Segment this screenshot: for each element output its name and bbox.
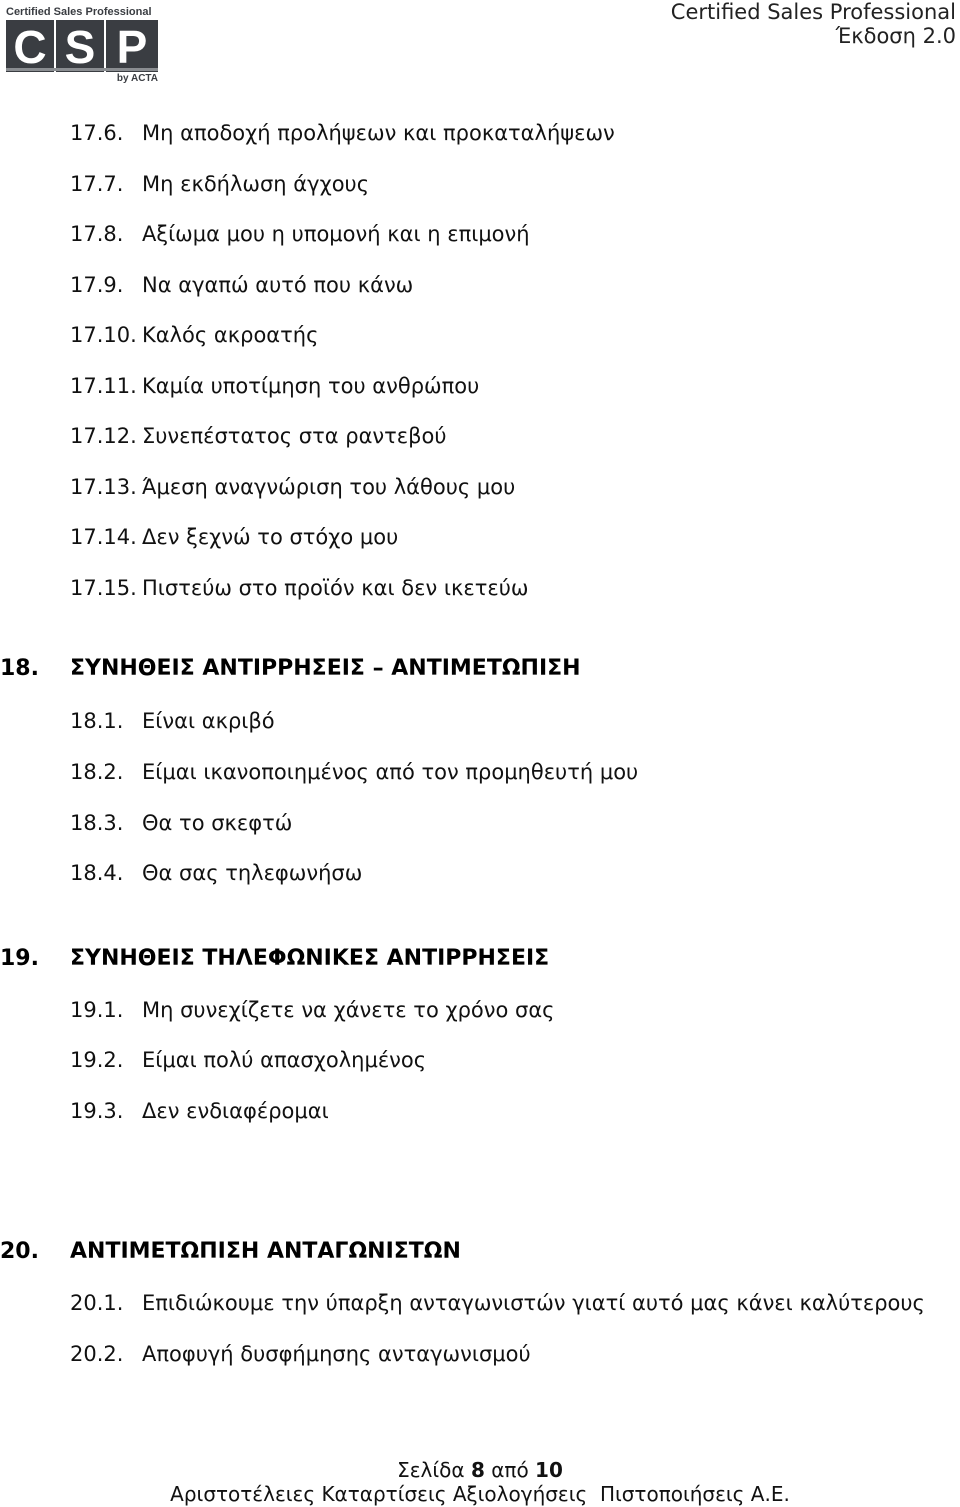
toc-item-number: 18.4. (70, 861, 124, 885)
toc-item-text: Θα το σκεφτώ (142, 811, 293, 835)
csp-logo (6, 4, 162, 84)
toc-item-text: Μη συνεχίζετε να χάνετε το χρόνο σας (142, 998, 555, 1022)
logo-tagline: Certified Sales Professional (6, 6, 152, 18)
toc-item-number: 18.1. (70, 709, 124, 733)
toc-item-text: Συνεπέστατος στα ραντεβού (142, 424, 447, 448)
toc-item-number: 17.13. (70, 475, 137, 499)
toc-item-text: Αποφυγή δυσφήμησης ανταγωνισμού (142, 1342, 531, 1366)
toc-item-number: 18.3. (70, 811, 124, 835)
toc-item-text: Είναι ακριβό (142, 709, 275, 733)
section-title: ΣΥΝΗΘΕΙΣ ΑΝΤΙΡΡΗΣΕΙΣ – ΑΝΤΙΜΕΤΩΠΙΣΗ (70, 656, 581, 681)
toc-item-number: 20.2. (70, 1342, 124, 1366)
logo-letter-p: P (116, 21, 148, 73)
toc-item-number: 17.14. (70, 525, 137, 549)
page-number-prefix: Σελίδα (397, 1458, 465, 1482)
logo-letter-s: S (64, 21, 96, 73)
toc-item-number: 19.1. (70, 998, 124, 1022)
page-number (0, 1458, 960, 1482)
section-title: ΣΥΝΗΘΕΙΣ ΤΗΛΕΦΩΝΙΚΕΣ ΑΝΤΙΡΡΗΣΕΙΣ (70, 946, 550, 971)
toc-item-text: Να αγαπώ αυτό που κάνω (142, 273, 414, 297)
page-number-middle: από (491, 1458, 529, 1482)
logo-letter-c: C (13, 21, 47, 73)
toc-item-number: 17.12. (70, 424, 137, 448)
toc-item-number: 17.7. (70, 172, 124, 196)
document-header (671, 0, 956, 48)
toc-item-text: Καμία υποτίμηση του ανθρώπου (142, 374, 480, 398)
page-number-current: 8 (470, 1458, 485, 1482)
logo-byline: by ACTA (116, 73, 158, 84)
toc-item-number: 20.1. (70, 1291, 124, 1315)
header-title: Certified Sales Professional (670, 0, 956, 24)
toc-item-number: 17.15. (70, 576, 137, 600)
section-title: ΑΝΤΙΜΕΤΩΠΙΣΗ ΑΝΤΑΓΩΝΙΣΤΩΝ (70, 1239, 461, 1264)
toc-item-text: Πιστεύω στο προϊόν και δεν ικετεύω (142, 576, 529, 600)
toc-item-text: Δεν ενδιαφέρομαι (142, 1099, 329, 1123)
toc-item-text: Είμαι πολύ απασχολημένος (142, 1048, 427, 1072)
toc-item-number: 19.2. (70, 1048, 124, 1072)
section-number: 18. (0, 656, 39, 681)
toc-item-text: Αξίωμα μου η υπομονή και η επιμονή (142, 222, 530, 246)
toc-item-number: 17.10. (70, 323, 137, 347)
toc-item-number: 19.3. (70, 1099, 124, 1123)
toc-item-number: 17.9. (70, 273, 124, 297)
section-number: 19. (0, 946, 39, 971)
section-number: 20. (0, 1239, 39, 1264)
toc-item-text: Μη αποδοχή προλήψεων και προκαταλήψεων (142, 121, 615, 145)
toc-item-text: Θα σας τηλεφωνήσω (142, 861, 363, 885)
toc-item-number: 17.11. (70, 374, 137, 398)
toc-item-text: Καλός ακροατής (142, 323, 319, 347)
toc-item-text: Δεν ξεχνώ το στόχο μου (142, 525, 399, 549)
footer-company: Αριστοτέλειες Καταρτίσεις Αξιολογήσεις Πιστοποιήσεις Α.Ε. (170, 1482, 790, 1506)
toc-item-text: Είμαι ικανοποιημένος από τον προμηθευτή μου (142, 760, 639, 784)
toc-item-number: 18.2. (70, 760, 124, 784)
toc-item-text: Μη εκδήλωση άγχους (142, 172, 370, 196)
header-edition: Έκδοση 2.0 (835, 24, 956, 48)
toc-item-number: 17.6. (70, 121, 124, 145)
toc-item-number: 17.8. (70, 222, 124, 246)
page-number-total: 10 (535, 1458, 563, 1482)
toc-item-text: Άμεση αναγνώριση του λάθους μου (142, 475, 516, 499)
toc-item-text: Επιδιώκουμε την ύπαρξη ανταγωνιστών γιατί αυτό μας κάνει καλύτερους (142, 1291, 925, 1315)
